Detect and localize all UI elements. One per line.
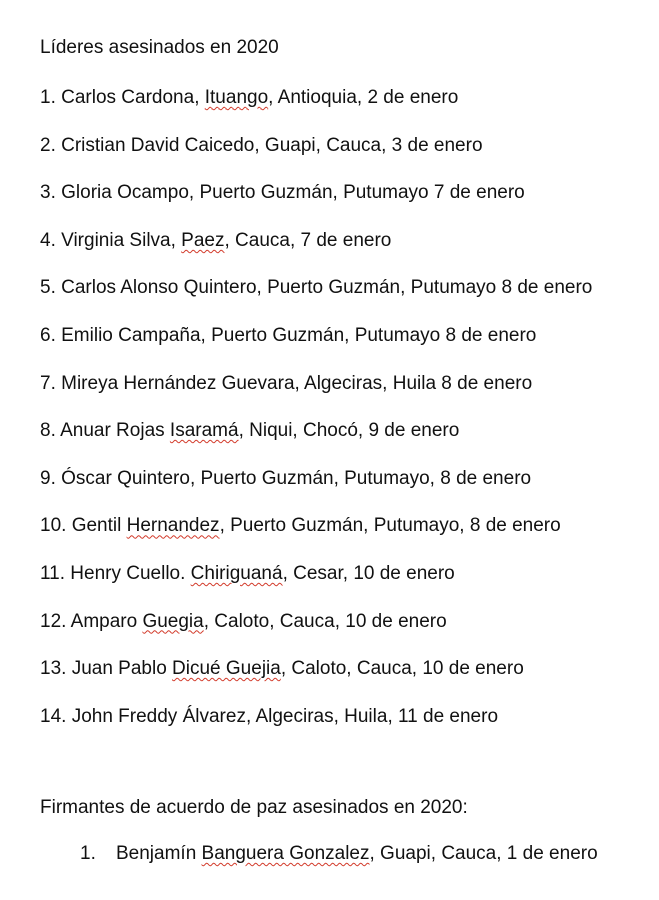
list-item-text: 13. Juan Pablo xyxy=(40,658,173,680)
list-item-text: , Caloto, Cauca, 10 de enero xyxy=(203,610,447,632)
list-item-text: 3. Gloria Ocampo, Puerto Guzmán, Putumayo 7 de enero xyxy=(40,182,525,204)
list-item-text: , Puerto Guzmán, Putumayo, 8 de enero xyxy=(219,515,561,537)
list-item-text: , Cesar, 10 de enero xyxy=(282,563,455,584)
spellcheck-flagged-text: Guegia xyxy=(142,610,204,632)
spellcheck-flagged-text: Ituango xyxy=(204,87,269,108)
list-item-text: 4. Virginia Silva, xyxy=(40,229,182,251)
list-item-text: 10. Gentil xyxy=(40,515,127,537)
list-item-text: 12. Amparo xyxy=(40,610,143,632)
list-item-text: 2. Cristian David Caicedo, Guapi, Cauca, 3 de enero xyxy=(40,134,483,156)
list-item xyxy=(40,134,483,158)
list-number: 1. xyxy=(80,843,96,864)
list-item xyxy=(40,610,447,634)
list-item-text: 11. Henry Cuello. xyxy=(40,563,191,584)
list-item xyxy=(40,229,391,253)
list-item-text: 7. Mireya Hernández Guevara, Algeciras, Huila 8 de enero xyxy=(40,372,533,394)
spellcheck-flagged-text: Chiriguaná xyxy=(190,563,283,584)
list-item xyxy=(40,324,536,348)
list-item-text: 14. John Freddy Álvarez, Algeciras, Huila, 11 de enero xyxy=(40,705,499,727)
list-item-text: , Niqui, Chocó, 9 de enero xyxy=(238,420,460,442)
list-item-text: , Cauca, 7 de enero xyxy=(224,229,392,251)
list-item-text: 5. Carlos Alonso Quintero, Puerto Guzmán, Putumayo 8 de enero xyxy=(40,277,593,299)
list-item-text: 1. Carlos Cardona, xyxy=(40,87,205,108)
list-item-text: , Antioquia, 2 de enero xyxy=(268,87,459,108)
list-item xyxy=(40,514,561,538)
list-item xyxy=(40,86,458,110)
spellcheck-flagged-text: Hernandez xyxy=(126,515,220,537)
list-item-text: 6. Emilio Campaña, Puerto Guzmán, Putumayo 8 de enero xyxy=(40,325,537,346)
list-item xyxy=(40,562,455,586)
list-item xyxy=(40,276,592,300)
list-item-text xyxy=(116,842,598,866)
list-item-text-segment: Benjamín xyxy=(116,843,202,864)
list-item-text: 9. Óscar Quintero, Puerto Guzmán, Putumayo, 8 de enero xyxy=(40,467,532,489)
list-item xyxy=(40,467,531,491)
spellcheck-flagged-text: Banguera Gonzalez xyxy=(201,843,370,864)
section-title-firmantes: Firmantes de acuerdo de paz asesinados en 2020: xyxy=(40,797,468,818)
list-item xyxy=(40,372,532,396)
list-item xyxy=(40,705,498,729)
list-item xyxy=(40,181,525,205)
spellcheck-flagged-text: Paez xyxy=(181,229,225,251)
section-title-lideres: Líderes asesinados en 2020 xyxy=(40,37,279,58)
list-item-text: , Caloto, Cauca, 10 de enero xyxy=(280,658,524,680)
list-item xyxy=(40,657,524,681)
list-item xyxy=(40,419,459,443)
spellcheck-flagged-text: Isaramá xyxy=(169,420,239,442)
list-item-text-segment: , Guapi, Cauca, 1 de enero xyxy=(369,843,598,864)
spellcheck-flagged-text: Dicué Guejia xyxy=(172,658,281,680)
list-item-text: 8. Anuar Rojas xyxy=(40,420,170,442)
